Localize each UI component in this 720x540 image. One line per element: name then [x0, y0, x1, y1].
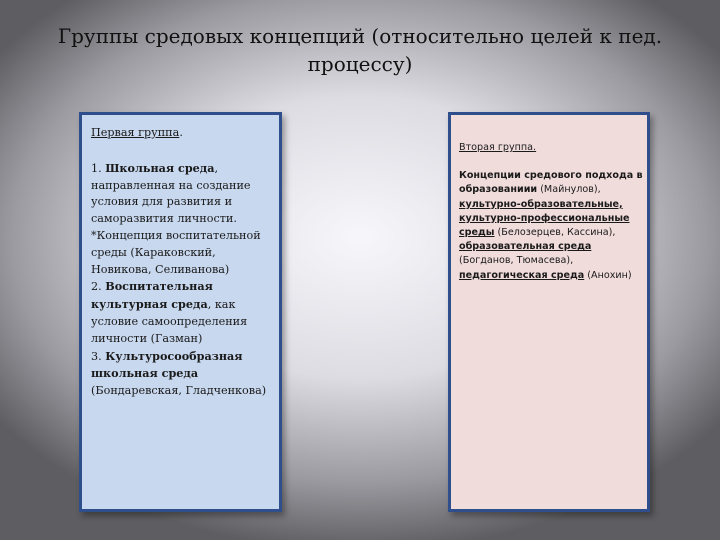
- item-2-description: , как условие самоопределения личности (Газман): [91, 298, 248, 345]
- item-2-name: Воспитательная культурная среда: [91, 279, 213, 312]
- concept-cultural-professional-authors: (Белозерцев, Кассина),: [494, 227, 616, 239]
- environment-approach-author: (Майнулов),: [537, 184, 601, 196]
- item-2-number: 2.: [91, 280, 106, 294]
- first-group-box: [79, 112, 282, 512]
- first-group-item-3: [91, 348, 273, 400]
- first-group-item-2: [91, 278, 273, 347]
- first-group-heading-suffix: .: [179, 126, 183, 139]
- first-group-item-1-concept: *Концепция воспитательной среды (Караковский, Новикова, Селиванова): [91, 228, 261, 276]
- concept-pedagogical-environment: педагогическая среда: [459, 269, 585, 281]
- first-group-heading-text: Первая группа: [91, 126, 180, 139]
- environment-approach-concepts: Концепции средового подхода в образованиии: [459, 170, 643, 196]
- item-1-description: , направленная на создание условия для развития и саморазвития личности.: [91, 161, 251, 226]
- item-3-name: Культуросообразная школьная среда: [91, 348, 243, 381]
- second-group-content: [459, 169, 643, 283]
- second-group-heading-text: Вторая группа.: [459, 142, 537, 153]
- item-3-description: (Бондаревская, Гладченкова): [91, 384, 267, 398]
- concept-cultural-professional: культурно-профессиональные среды: [459, 212, 630, 239]
- second-group-box: [448, 112, 650, 512]
- concept-educational-environment: образовательная среда: [459, 241, 592, 253]
- second-group-heading: [459, 141, 643, 155]
- slide-title: Группы средовых концепций (относительно целей к пед. процессу): [57, 24, 663, 76]
- first-group-heading: [91, 125, 273, 142]
- concept-cultural-educational: культурно-образовательные,: [459, 198, 623, 210]
- concept-pedagogical-environment-authors: (Анохин): [584, 269, 632, 281]
- item-3-number: 3.: [91, 349, 106, 363]
- item-1-number: 1.: [91, 161, 106, 175]
- concept-educational-environment-authors: (Богданов, Тюмасева),: [459, 255, 574, 267]
- item-1-name: Школьная среда: [105, 160, 215, 175]
- first-group-item-1: [91, 160, 273, 228]
